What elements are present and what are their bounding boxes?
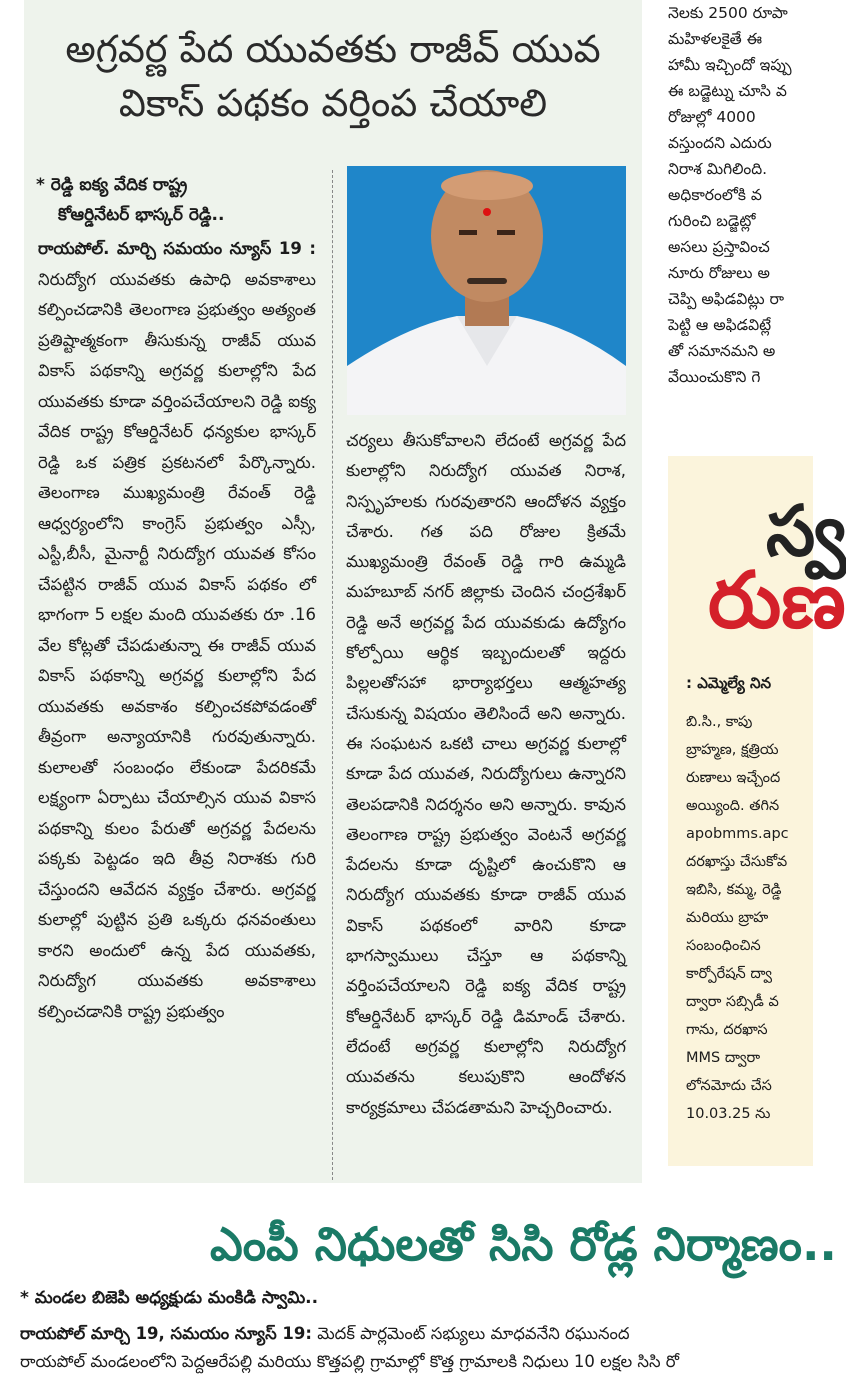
byline-line-2: కోఆర్డినేటర్ భాస్కర్ రెడ్డి.. xyxy=(58,205,225,225)
headline-line-1: అగ్రవర్ణ పేద యువతకు రాజీవ్ యువ xyxy=(65,27,601,71)
ad-subtitle: : ఎమ్మెల్యే నిన xyxy=(686,674,772,692)
column-2-body: చర్యలు తీసుకోవాలని లేదంటే అగ్రవర్ణ పేద కులాల్లోని నిరుద్యోగ యువత నిరాశ, నిస్పృహలకు గురవుతారని ఆందోళన వ్యక్తం చేశారు. గత పది రోజుల క్రితమే ముఖ్యమంత్రి రేవంత్ రెడ్డి గారి ఉమ్మడి మహబూబ్ నగర్ జిల్లాకు చెందిన చంద్రశేఖర్ రెడ్డి అనే అగ్రవర్ణ పేద యువకుడు ఉద్యోగం కోల్పోయి ఆర్థిక ఇబ్బందులతో ఇద్దరు పిల్లలతోసహా భార్యాభర్తలు ఆత్మహత్య చేసుకున్న విషయం తెలిసిందే అని అన్నారు. ఈ సంఘటన ఒకటి చాలు అగ్రవర్ణ కులాల్లో కూడా పేద యువత, నిరుద్యోగులు ఉన్నారని తెలపడానికి నిదర్శనం అని అన్నారు. కావున తెలంగాణ రాష్ట్ర ప్రభుత్వం వెంటనే అగ్రవర్ణ పేదలను కూడా దృష్టిలో ఉంచుకొని ఆ నిరుద్యోగ యువతకు కూడా రాజీవ్ యువ వికాస్ పథకంలో వారిని కూడా భాగస్వాములు చేస్తూ ఆ పథకాన్ని వర్తింపచేయాలని రెడ్డి ఐక్య వేదిక రాష్ట్ర కోఆర్డినేటర్ భాస్కర్ రెడ్డి డిమాండ్ చేశారు. లేదంటే అగ్రవర్ణ కులాల్లోని నిరుద్యోగ యువతను కలుపుకొని ఆందోళన కార్యక్రమాలు చేపడతామని హెచ్చరించారు. xyxy=(346,431,626,1117)
ad-line: ఇబిసి, కమ్మ, రెడ్డి xyxy=(686,882,782,898)
fragment-line: గురించి బడ్జెట్లో xyxy=(668,212,756,230)
ad-title-line-1: స్వ xyxy=(766,490,846,572)
fragment-line: అధికారంలోకి వ xyxy=(668,186,762,204)
advertisement-box xyxy=(668,456,846,1166)
fragment-line: చెప్పి అఫిడవిట్లు రా xyxy=(668,290,785,308)
ad-body xyxy=(686,708,826,1128)
ad-title-line-2: రుణ xyxy=(708,556,846,646)
ad-line: 10.03.25 ను xyxy=(686,1106,771,1122)
fragment-line: వేయించుకొని గె xyxy=(668,368,761,386)
ad-line: లోనమోదు చేస xyxy=(686,1078,772,1094)
fragment-line: వస్తుందని ఎదురు xyxy=(668,134,772,152)
byline-line-1: * రెడ్డి ఐక్య వేదిక రాష్ట్ర xyxy=(36,175,188,195)
fragment-line: నెలకు 2500 రూపా xyxy=(668,4,788,22)
fragment-line: మహిళలకైతే ఈ xyxy=(668,30,763,48)
ad-line: MMS ద్వారా xyxy=(686,1050,761,1066)
dateline: రాయపోల్. మార్చి సమయం న్యూస్ 19 : xyxy=(38,239,316,258)
ad-line: బ్రాహ్మణ, క్షత్రియ xyxy=(686,742,779,758)
portrait-photo xyxy=(347,166,626,415)
second-article-body-line-2: రాయపోల్ మండలంలోని పెద్దఆరేపల్లి మరియు కొత్తపల్లి గ్రామాల్లో కొత్త గ్రామాలకి నిధులు 10 లక్షల సిసి రో xyxy=(20,1352,680,1371)
column-1-body: నిరుద్యోగ యువతకు ఉపాధి అవకాశాలు కల్పించడానికి తెలంగాణ ప్రభుత్వం అత్యంత ప్రతిష్టాత్మకంగా తీసుకున్న రాజీవ్ యువ వికాస్ పథకాన్ని అగ్రవర్ణ కులాల్లోని పేద యువతకు కూడా వర్తింపచేయాలని రెడ్డి ఐక్య వేదిక రాష్ట్ర కోఆర్డినేటర్ ధన్యకుల భాస్కర్ రెడ్డి ఒక పత్రిక ప్రకటనలో పేర్కొన్నారు. తెలంగాణ ముఖ్యమంత్రి రేవంత్ రెడ్డి ఆధ్వర్యంలోని కాంగ్రెస్ ప్రభుత్వం ఎస్సీ, ఎస్టీ,బీసీ, మైనార్టీ నిరుద్యోగ యువత కోసం చేపట్టిన రాజీవ్ యువ వికాస్ పథకం లో భాగంగా 5 లక్షల మంది యువతకు రూ .16 వేల కోట్లతో చేపడుతున్నా ఈ రాజీవ్ యువ వికాస్ పథకాన్ని అగ్రవర్ణ కులాల్లోని పేద యువతకు అవకాశం కల్పించకపోవడంతో తీవ్రంగా అన్యాయానికి గురవుతున్నారు. కులాలతో సంబంధం లేకుండా పేదరికమే లక్ష్యంగా ఏర్పాటు చేయాల్సిన యువ వికాస పథకాన్ని కులం పేరుతో అగ్రవర్ణ పేదలను పక్కకు పెట్టడం ఇది తీవ్ర నిరాశకు గురి చేస్తుందని ఆవేదన వ్యక్తం చేశారు. అగ్రవర్ణ కులాల్లో పుట్టిన ప్రతి ఒక్కరు ధనవంతులు కారని అందులో ఉన్న పేద యువతకు, నిరుద్యోగ యువతకు అవకాశాలు కల్పించడానికి రాష్ట్ర ప్రభుత్వం xyxy=(38,269,316,1021)
article-column-2 xyxy=(346,426,626,1123)
ad-line: సంబంధించిన xyxy=(686,938,761,954)
fragment-line: హామీ ఇచ్చిందో ఇప్పు xyxy=(668,56,792,74)
ad-line: మరియు బ్రాహ xyxy=(686,910,769,926)
headline xyxy=(24,22,642,130)
headline-line-2: వికాస్ పథకం వర్తింప చేయాలి xyxy=(118,81,548,125)
portrait-illustration xyxy=(347,166,626,415)
fragment-line: రోజుల్లో 4000 xyxy=(668,108,756,126)
byline xyxy=(36,170,326,230)
second-article-body xyxy=(20,1320,820,1371)
ad-line: ద్వారా సబ్సిడీ వ xyxy=(686,994,779,1010)
second-article-byline: * మండల బిజెపి అధ్యక్షుడు మంకిడి స్వామి.. xyxy=(20,1288,319,1308)
fragment-line: నూరు రోజులు అ xyxy=(668,264,770,282)
ad-line: బి.సి., కాపు xyxy=(686,714,753,730)
ad-line: కార్పోరేషన్ ద్వా xyxy=(686,966,773,982)
ad-line: గాను, దరఖాస xyxy=(686,1022,768,1038)
column-divider xyxy=(332,170,333,1180)
article-column-1 xyxy=(38,234,316,1027)
ad-line: దరఖాస్తు చేసుకోవ xyxy=(686,854,788,870)
fragment-line: పెట్టి ఆ అఫిడవిట్లే xyxy=(668,316,772,334)
ad-line: రుణాలు ఇచ్చేంద xyxy=(686,770,781,786)
fragment-line: తో సమానమని అ xyxy=(668,342,776,360)
adjacent-article-fragment xyxy=(668,0,813,440)
second-article-body-line-1: మెదక్ పార్లమెంట్ సభ్యులు మాధవనేని రఘునంద xyxy=(317,1324,630,1343)
second-article-headline: ఎంపీ నిధులతో సిసి రోడ్ల నిర్మాణం.. xyxy=(210,1217,837,1271)
ad-line: అయ్యింది. తగిన xyxy=(686,798,780,814)
fragment-line: నిరాశ మిగిలింది. xyxy=(668,160,768,178)
fragment-line: ఈ బడ్జెట్ను చూసి వ xyxy=(668,82,787,100)
second-article-dateline: రాయపోల్ మార్చి 19, సమయం న్యూస్ 19: xyxy=(20,1324,312,1343)
ad-line: apobmms.apc xyxy=(686,826,789,842)
fragment-line: అసలు ప్రస్తావించ xyxy=(668,238,770,256)
